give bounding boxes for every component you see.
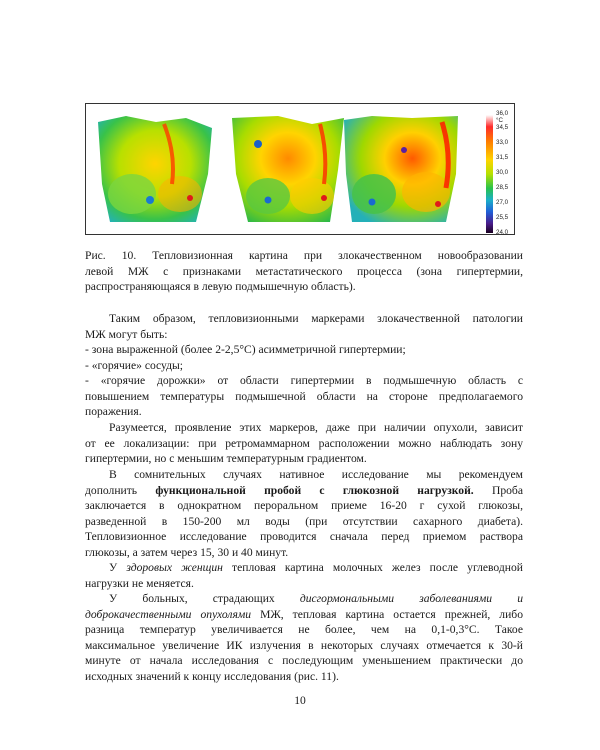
text-run: У больных, страдающих <box>109 592 300 605</box>
scale-tick: 27,0 <box>496 199 509 206</box>
list-item: - «горячие» сосуды; <box>85 358 184 372</box>
caption-line: левой МЖ с признаками метастатического процесса (зона гипертермии, <box>85 264 523 278</box>
paragraph-markers-intro <box>85 311 523 342</box>
text-line: исходных значений к концу исследования (рис. 11). <box>85 669 339 683</box>
text-run: МЖ, тепловая картина остается прежней, либо <box>251 607 523 621</box>
thermogram-image-2 <box>228 114 346 224</box>
caption-line: распространяющаяся в левую подмышечную область). <box>85 280 356 294</box>
list-item: - «горячие дорожки» от области гипертермии в подмышечную область с <box>85 374 523 388</box>
temperature-scale-labels <box>496 110 526 236</box>
italic-term: доброкачественными опухолями <box>85 607 252 621</box>
text-line: Таким образом, тепловизионными маркерами злокачественной патологии <box>109 312 523 325</box>
thermogram-image-3 <box>342 114 460 224</box>
text-line: Тепловизионное исследование проводится сначала перед приемом раствора <box>85 530 523 544</box>
text-line: МЖ могут быть: <box>85 327 168 341</box>
paragraph-glucose-test <box>85 467 523 561</box>
scale-unit: °C <box>496 117 503 124</box>
paragraph-patients <box>85 591 523 685</box>
temperature-scale-bar <box>486 115 493 233</box>
text-line <box>85 560 523 576</box>
text-run: У <box>109 561 127 574</box>
page-number: 10 <box>294 694 306 707</box>
scale-tick: 30,0 <box>496 169 509 176</box>
text-run: тепловая картина молочных желез после углеводной <box>222 561 523 574</box>
text-line: В сомнительных случаях нативное исследование мы рекомендуем <box>109 468 523 481</box>
text-line: от ее локализации: при ретромаммарном расположении можно наблюдать зону <box>85 436 523 450</box>
figure-caption <box>85 248 523 295</box>
thermogram-image-1 <box>96 114 214 224</box>
list-item-continuation: повышением температуры подмышечной области на стороне предполагаемого <box>85 389 523 403</box>
text-line <box>85 607 523 623</box>
scale-tick: 33,0 <box>496 139 509 146</box>
list-item: - зона выраженной (более 2-2,5°С) асимметричной гипертермии; <box>85 343 406 356</box>
markers-list <box>85 342 523 420</box>
list-item-continuation: поражения. <box>85 405 142 419</box>
text-line: заключается в однократном пероральном приеме 16-20 г сухой глюкозы, <box>85 499 523 513</box>
scale-tick: 24,0 <box>496 229 509 236</box>
paragraph-healthy <box>85 560 523 591</box>
paragraph-localization <box>85 420 523 467</box>
scale-tick: 25,5 <box>496 214 509 221</box>
bold-term: функциональной пробой с глюкозной нагрузкой. <box>155 483 474 497</box>
scale-tick: 31,5 <box>496 154 509 161</box>
italic-term: здоровых женщин <box>126 561 223 574</box>
text-line: Разумеется, проявление этих маркеров, даже при наличии опухоли, зависит <box>109 421 523 434</box>
text-line: минуте от начала исследования с последующим уменьшением практически до <box>85 654 523 668</box>
text-run: Проба <box>473 483 523 497</box>
text-line: глюкозы, а затем через 15, 30 и 40 минут. <box>85 545 289 559</box>
italic-term: дисгормональными заболеваниями и <box>299 592 524 605</box>
caption-line: Рис. 10. Тепловизионная картина при злокачественном новообразовании <box>85 249 523 262</box>
text-line <box>85 591 523 607</box>
text-line: разница температур увеличивается не более, чем на 0,1-0,3°С. Такое <box>85 623 523 637</box>
text-line: гипертермии, но с меньшим температурным градиентом. <box>85 452 367 466</box>
text-run: дополнить <box>85 483 156 497</box>
text-line: нагрузки не меняется. <box>85 576 194 590</box>
scale-tick: 28,5 <box>496 184 509 191</box>
text-line <box>85 483 523 499</box>
text-line: разведенной в 150-200 мл воды (при отсутствии сахарного диабета). <box>85 514 523 528</box>
scale-tick: 34,5 <box>496 124 509 131</box>
text-line: максимальное увеличение ИК излучения в некоторых случаях отмечается к 30-й <box>85 638 523 652</box>
scale-tick: 36,0 <box>496 110 509 117</box>
thermogram-figure <box>85 103 515 235</box>
